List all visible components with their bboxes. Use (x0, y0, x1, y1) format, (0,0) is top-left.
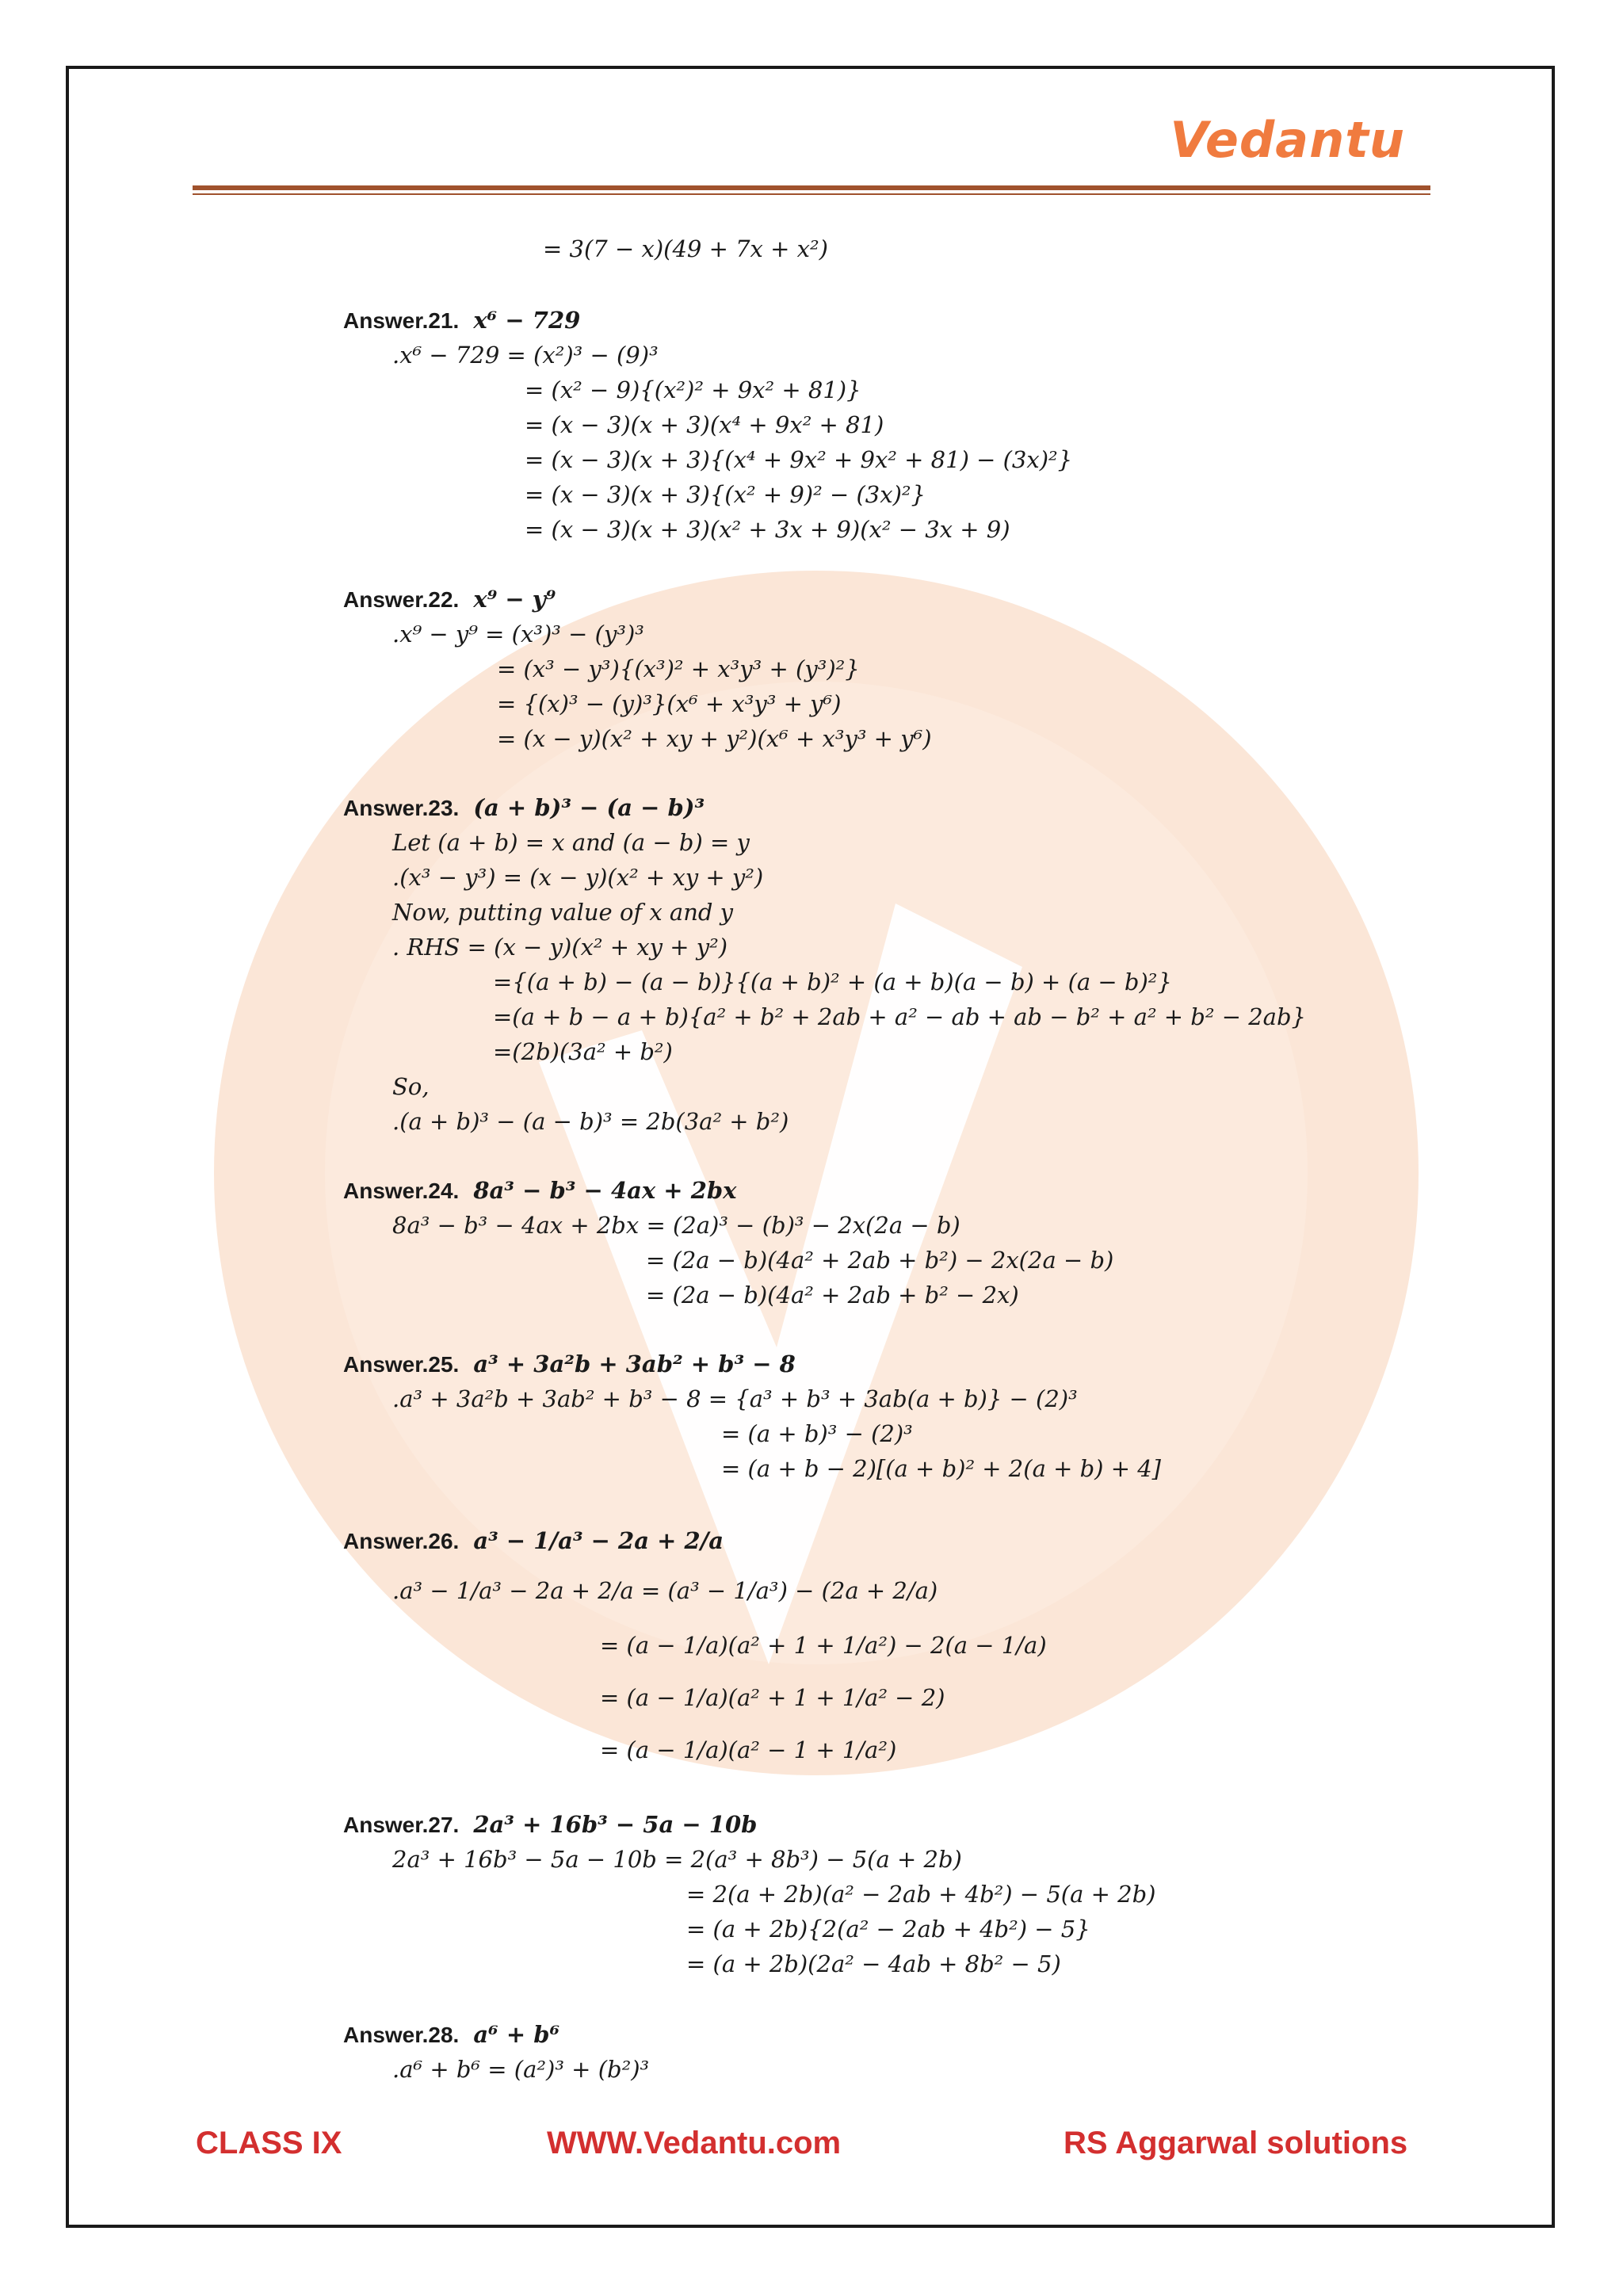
math-line: = (a − 1/a)(a² + 1 + 1/a² − 2) (600, 1684, 945, 1711)
answer-expression: a³ − 1/a³ − 2a + 2/a (473, 1527, 724, 1554)
math-line: = {(x)³ − (y)³}(x⁶ + x³y³ + y⁶) (497, 690, 842, 717)
math-line: .x⁹ − y⁹ = (x³)³ − (y³)³ (392, 621, 644, 648)
answer-heading (343, 588, 556, 611)
math-line: = (a − 1/a)(a² − 1 + 1/a²) (600, 1736, 897, 1763)
math-line: .a⁶ + b⁶ = (a²)³ + (b²)³ (392, 2056, 650, 2083)
answer-heading (343, 1350, 796, 1377)
vedantu-logo: Vedantu (1170, 111, 1405, 169)
math-line: .a³ − 1/a³ − 2a + 2/a = (a³ − 1/a³) − (2a + 2/a) (392, 1577, 938, 1604)
math-line: =(a + b − a + b){a² + b² + 2ab + a² − ab + ab − b² + a² + b² − 2ab} (493, 1003, 1306, 1030)
footer-class: CLASS IX (196, 2126, 342, 2160)
answer-heading (343, 794, 705, 821)
math-line: = (x² − 9){(x²)² + 9x² + 81)} (525, 376, 861, 403)
math-line: = (x − 3)(x + 3){(x² + 9)² − (3x)²} (525, 481, 926, 508)
math-line: = (a + b)³ − (2)³ (721, 1420, 913, 1447)
math-line: = 2(a + 2b)(a² − 2ab + 4b²) − 5(a + 2b) (686, 1881, 1156, 1908)
math-line: = (a + 2b)(2a² − 4ab + 8b² − 5) (686, 1950, 1061, 1977)
math-line: =(2b)(3a² + b²) (493, 1038, 673, 1065)
math-line: = (2a − b)(4a² + 2ab + b² − 2x) (646, 1282, 1019, 1308)
math-line: .x⁶ − 729 = (x²)³ − (9)³ (392, 342, 659, 369)
math-line: ={(a + b) − (a − b)}{(a + b)² + (a + b)(a − b) + (a − b)²} (493, 968, 1172, 995)
answer-expression: (a + b)³ − (a − b)³ (473, 794, 705, 821)
math-line: = (x − y)(x² + xy + y²)(x⁶ + x³y³ + y⁶) (497, 725, 932, 752)
footer-website-link[interactable]: WWW.Vedantu.com (547, 2126, 842, 2160)
math-line: 8a³ − b³ − 4ax + 2bx = (2a)³ − (b)³ − 2x(2a − b) (392, 1212, 960, 1239)
math-line: = (x − 3)(x + 3)(x⁴ + 9x² + 81) (525, 411, 884, 438)
math-line: .(a + b)³ − (a − b)³ = 2b(3a² + b²) (392, 1108, 789, 1135)
answer-label: Answer.26. (343, 1529, 460, 1553)
math-line: . RHS = (x − y)(x² + xy + y²) (392, 934, 728, 961)
answer-expression: a³ + 3a²b + 3ab² + b³ − 8 (473, 1350, 796, 1377)
answer-label: Answer.27. (343, 1813, 460, 1837)
math-line: .(x³ − y³) = (x − y)(x² + xy + y²) (392, 864, 764, 891)
math-line: = (a + 2b){2(a² − 2ab + 4b²) − 5} (686, 1916, 1090, 1943)
answer-label: Answer.23. (343, 796, 460, 820)
answer-expression: x⁶ − 729 (473, 307, 581, 334)
answer-expression: a⁶ + b⁶ (473, 2021, 560, 2048)
math-line: Let (a + b) = x and (a − b) = y (392, 829, 750, 856)
math-line: = (x − 3)(x + 3){(x⁴ + 9x² + 9x² + 81) − (3x)²} (525, 446, 1073, 473)
answer-expression: x⁹ − y⁹ (473, 586, 556, 613)
math-line: = (a − 1/a)(a² + 1 + 1/a²) − 2(a − 1/a) (600, 1632, 1047, 1659)
answer-label: Answer.22. (343, 587, 460, 612)
math-line: = (x³ − y³){(x³)² + x³y³ + (y³)²} (497, 655, 860, 682)
answer-heading (343, 2023, 559, 2046)
answer-label: Answer.21. (343, 308, 460, 333)
math-line: = (x − 3)(x + 3)(x² + 3x + 9)(x² − 3x + 9) (525, 516, 1010, 543)
answer-heading (343, 1527, 724, 1554)
footer-book-title: RS Aggarwal solutions (1064, 2126, 1408, 2160)
answer-expression: 8a³ − b³ − 4ax + 2bx (473, 1177, 737, 1204)
math-line: So, (392, 1073, 430, 1100)
math-line: Now, putting value of x and y (392, 899, 734, 926)
answer-label: Answer.28. (343, 2023, 460, 2047)
answer-expression: 2a³ + 16b³ − 5a − 10b (473, 1811, 758, 1838)
answer-heading (343, 1813, 757, 1836)
answer-heading (343, 1179, 736, 1202)
math-line: = (2a − b)(4a² + 2ab + b²) − 2x(2a − b) (646, 1247, 1114, 1274)
answer-label: Answer.25. (343, 1352, 460, 1377)
math-line: = 3(7 − x)(49 + 7x + x²) (543, 235, 828, 262)
math-line: 2a³ + 16b³ − 5a − 10b = 2(a³ + 8b³) − 5(a + 2b) (392, 1846, 962, 1873)
answer-label: Answer.24. (343, 1179, 460, 1203)
math-line: = (a + b − 2)[(a + b)² + 2(a + b) + 4] (721, 1455, 1161, 1482)
answer-heading (343, 309, 580, 332)
math-line: .a³ + 3a²b + 3ab² + b³ − 8 = {a³ + b³ + 3ab(a + b)} − (2)³ (392, 1385, 1078, 1412)
